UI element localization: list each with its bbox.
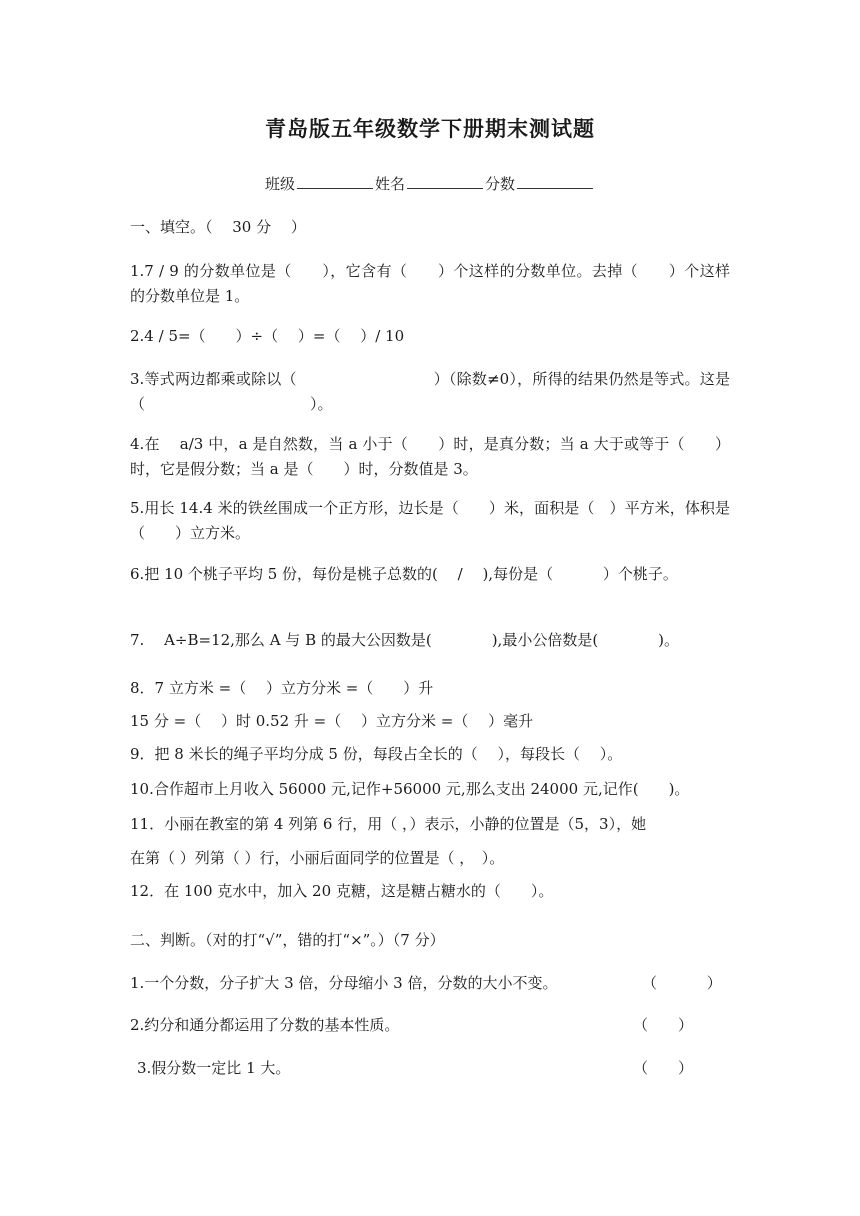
question-1-6: 6.把 10 个桃子平均 5 份，每份是桃子总数的( / ),每份是（ ）个桃子。: [130, 565, 678, 583]
name-label: 姓名: [374, 175, 405, 193]
page-title: 青岛版五年级数学下册期末测试题: [265, 116, 595, 141]
question-1-7: 7. A÷B=12,那么 A 与 B 的最大公因数是( ),最小公倍数是( )。: [130, 631, 680, 649]
student-info-line: [0, 172, 860, 194]
judge-item-text: 2.约分和通分都运用了分数的基本性质。: [130, 1016, 400, 1034]
judge-item-1: [130, 973, 730, 993]
question-1-3: 3.等式两边都乘或除以（ ）（除数≠0），所得的结果仍然是等式。这是（ ）。: [130, 370, 730, 413]
score-label: 分数: [485, 175, 516, 193]
question-1-5: 5.用长 14.4 米的铁丝围成一个正方形，边长是（ ）米，面积是（ ）平方米，体积是（ ）立方米。: [130, 499, 730, 542]
question-1-12: 12．在 100 克水中，加入 20 克糖，这是糖占糖水的（ ）。: [130, 882, 554, 900]
question-1-8: 8．7 立方米 =（ ）立方分米 =（ ）升: [130, 679, 434, 697]
question-1-1: 1.7 / 9 的分数单位是（ ），它含有（ ）个这样的分数单位。去掉（ ）个这样的分数单位是 1。: [130, 262, 730, 305]
judge-item-text: 3.假分数一定比 1 大。: [137, 1059, 291, 1077]
question-1-4: 4.在 a/3 中，a 是自然数，当 a 小于（ ）时，是真分数；当 a 大于或等于（ ）时，它是假分数；当 a 是（ ）时，分数值是 3。: [130, 435, 730, 478]
class-label: 班级: [264, 175, 295, 193]
question-1-11b: 在第（ ）列第（ ）行，小丽后面同学的位置是（ ， ）。: [130, 849, 505, 867]
question-1-10: 10.合作超市上月收入 56000 元,记作+56000 元,那么支出 24000 元,记作( )。: [130, 780, 690, 798]
judge-item-text: 1.一个分数，分子扩大 3 倍，分母缩小 3 倍，分数的大小不变。: [130, 974, 558, 992]
section2-heading: 二、判断。（对的打“√”，错的打“×”。）（7 分）: [130, 931, 445, 949]
question-1-9: 9．把 8 米长的绳子平均分成 5 份，每段占全长的（ ），每段长（ ）。: [130, 745, 623, 763]
section1-heading: 一、填空。（ 30 分 ）: [130, 218, 306, 236]
judge-item-3: [137, 1058, 737, 1078]
question-1-2: 2.4 / 5=（ ）÷（ ）=（ ）/ 10: [130, 327, 405, 345]
answer-paren[interactable]: （ ）: [642, 974, 722, 992]
judge-item-2: [130, 1015, 730, 1035]
answer-paren[interactable]: （ ）: [633, 1059, 694, 1077]
answer-paren[interactable]: （ ）: [633, 1016, 694, 1034]
class-blank: [297, 172, 373, 189]
score-blank: [517, 172, 593, 189]
question-1-11: 11．小丽在教室的第 4 列第 6 行，用（ ，）表示，小静的位置是（5，3），她: [130, 815, 647, 833]
name-blank: [407, 172, 483, 189]
question-1-8b: 15 分 =（ ）时 0.52 升 =（ ）立方分米 =（ ）毫升: [130, 712, 534, 730]
